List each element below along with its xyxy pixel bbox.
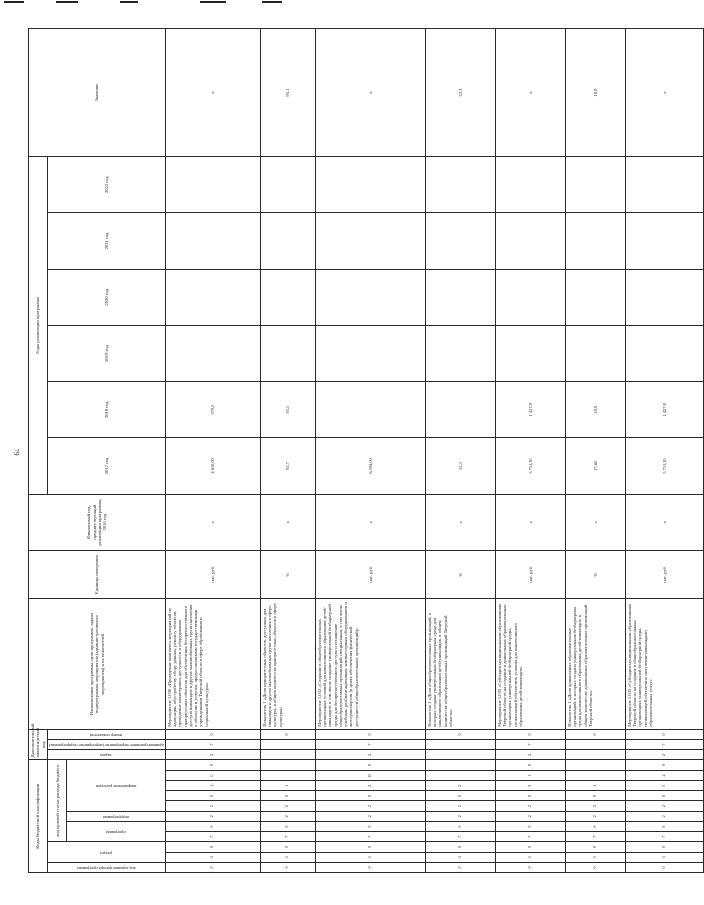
code-cell: 2 [165, 801, 260, 811]
code-cell: 5 [315, 852, 425, 862]
code-cell: 2 [425, 781, 495, 791]
header-budget-class: Коды бюджетной классификации [29, 760, 48, 873]
row-year-value [260, 325, 315, 381]
code-cell: 7 [165, 740, 260, 750]
row-base-year: х [260, 494, 315, 550]
row-year-value [565, 213, 625, 269]
table-row [425, 29, 495, 873]
row-year-value [425, 269, 495, 325]
row-year-value [625, 325, 703, 381]
header-activity-code: административное мероприятие (мероприятие подпрограммы) [48, 743, 164, 749]
row-name: Мероприятие 1.030 «Проведение комплекса мероприятий по адаптации, обустройству, сбору данных, ремонту объектов, проведение мониторинга доступности и оборудования приоритетных объектов для обеспечения беспрепятственного доступа инвалидов и других маломобильных групп населения к объектам и услугам, предоставляемым государственными учреждениями Тверской области в сфере образования и социальной культуры» [165, 599, 260, 729]
row-year-value: 22,3 [425, 438, 495, 494]
header-year-2020: 2020 год [47, 269, 165, 325]
code-cell: 2 [565, 801, 625, 811]
header-year-2018: 2018 год [47, 382, 165, 438]
code-cell: 0 [495, 862, 565, 872]
code-cell: 0 [260, 791, 315, 801]
row-year-value [165, 325, 260, 381]
row-year-value [565, 325, 625, 381]
code-cell: 2 [565, 811, 625, 821]
row-base-year: х [565, 494, 625, 550]
header-additional-code: Дополнительный аналитический код [29, 729, 48, 760]
row-unit: % [260, 550, 315, 599]
code-cell: 5 [165, 852, 260, 862]
code-cell: 0 [565, 842, 625, 852]
code-cell: 0 [425, 821, 495, 831]
code-cell: 2 [625, 801, 703, 811]
header-year-2022: 2022 год [47, 157, 165, 213]
code-cell: 2 [625, 750, 703, 760]
row-year-value: 1 427,8 [495, 382, 565, 438]
code-cell: 7 [625, 832, 703, 842]
code-cell [260, 770, 315, 780]
header-unit: Единица измерения [29, 550, 166, 599]
code-cell: 7 [165, 832, 260, 842]
code-cell [425, 740, 495, 750]
row-year-value [315, 157, 425, 213]
code-cell: 5 [260, 852, 315, 862]
code-cell: 0 [260, 862, 315, 872]
row-target: 18,9 [565, 29, 625, 157]
code-cell [260, 740, 315, 750]
row-year-value [315, 213, 425, 269]
row-unit: тыс. руб. [625, 550, 703, 599]
code-cell: 0 [425, 842, 495, 852]
row-year-value [425, 325, 495, 381]
row-year-value [165, 213, 260, 269]
row-year-value: 1 427,8 [625, 382, 703, 438]
code-cell: 2 [260, 801, 315, 811]
code-cell: 7 [260, 832, 315, 842]
code-cell: 2 [495, 750, 565, 760]
row-base-year: х [165, 494, 260, 550]
table-row [495, 29, 565, 873]
table-row [315, 29, 425, 873]
code-cell: 0 [565, 791, 625, 801]
code-cell: 3 [565, 781, 625, 791]
row-base-year: х [495, 494, 565, 550]
program-table [28, 28, 704, 873]
code-cell [565, 770, 625, 780]
code-cell: 3 [625, 781, 703, 791]
code-cell: 0 [425, 729, 495, 739]
code-cell: 0 [495, 760, 565, 770]
row-year-value [625, 157, 703, 213]
code-cell: 7 [495, 832, 565, 842]
row-year-value [495, 325, 565, 381]
row-year-value [425, 157, 495, 213]
row-base-year: х [425, 494, 495, 550]
code-cell: 0 [495, 729, 565, 739]
table-landscape [28, 28, 667, 873]
row-year-value [165, 157, 260, 213]
code-cell: 0 [315, 791, 425, 801]
code-cell: 0 [165, 821, 260, 831]
code-cell: 2 [315, 781, 425, 791]
header-fin-year: Финансовый год, предшествующий реализации программы, 2016 год [29, 494, 166, 550]
row-target: х [165, 29, 260, 157]
code-cell: 0 [315, 729, 425, 739]
scan-edge [0, 0, 640, 6]
code-cell: 0 [425, 862, 495, 872]
code-cell [565, 760, 625, 770]
row-target: х [495, 29, 565, 157]
code-cell [565, 740, 625, 750]
code-cell: 0 [315, 842, 425, 852]
table-body [165, 29, 703, 873]
row-year-value: 18,9 [565, 382, 625, 438]
code-cell: 7 [565, 832, 625, 842]
row-unit: тыс. руб. [165, 550, 260, 599]
row-unit: % [565, 550, 625, 599]
code-cell: 0 [260, 842, 315, 852]
code-cell: 0 [165, 760, 260, 770]
row-name: Показатель 1 «Доля дошкольных образовательных организаций, в которых создана универсальная безбарьерная среда для инклюзивного образования детей-инвалидов, в общем количестве дошкольных образовательных организаций Тверской области» [565, 599, 625, 729]
row-year-value [495, 213, 565, 269]
code-cell: 7 [495, 740, 565, 750]
row-year-value [260, 157, 315, 213]
table-row [260, 29, 315, 873]
code-cell: R [315, 770, 425, 780]
row-year-value [315, 382, 425, 438]
row-year-value: 5 711,30 [495, 438, 565, 494]
row-year-value [495, 157, 565, 213]
rotated-table-frame [28, 28, 667, 873]
code-cell: 0 [625, 821, 703, 831]
row-target: х [315, 29, 425, 157]
code-cell: 1 [260, 781, 315, 791]
code-cell: 2 [625, 811, 703, 821]
row-base-year: х [625, 494, 703, 550]
code-cell: 7 [315, 832, 425, 842]
row-unit: тыс. руб. [315, 550, 425, 599]
code-cell: 2 [425, 811, 495, 821]
row-target: 95,1 [260, 29, 315, 157]
code-cell: 0 [625, 729, 703, 739]
header-indicator-num: номер показателя [90, 732, 123, 738]
code-cell [425, 750, 495, 760]
row-year-value [495, 269, 565, 325]
code-cell [565, 750, 625, 760]
row-name: Мероприятие 1.035 «Субсидии муниципальным образованиям Тверской области на создание в общеобразовательных организациях универсальной безбарьерной среды, позволяющей обеспечить получение инвалидами образовательных услуг» [625, 599, 703, 729]
header-years-group: Годы реализации программы [29, 157, 48, 495]
header-section: раздел [100, 850, 113, 856]
code-cell: 0 [260, 821, 315, 831]
code-cell: 2 [315, 801, 425, 811]
row-target: х [625, 29, 703, 157]
code-cell: 0 [625, 760, 703, 770]
code-cell: 5 [625, 852, 703, 862]
code-cell: 7 [315, 740, 425, 750]
row-year-value [425, 213, 495, 269]
code-cell: 2 [425, 801, 495, 811]
code-cell: 0 [625, 862, 703, 872]
code-cell: 7 [425, 832, 495, 842]
header-task: задача [100, 753, 113, 759]
code-cell: 2 [495, 811, 565, 821]
row-year-value [565, 269, 625, 325]
code-cell: 2 [625, 770, 703, 780]
code-cell: 0 [165, 842, 260, 852]
code-cell: 0 [315, 862, 425, 872]
row-name: Показатель 1 «Доля приоритетных объектов, доступных для инвалидов и других маломобильных групп населения в сфере культуры, в общем количестве приоритетных объектов в сфере культуры» [260, 599, 315, 729]
code-cell: 0 [315, 760, 425, 770]
code-cell: 0 [315, 821, 425, 831]
code-cell: 0 [565, 821, 625, 831]
row-year-value [625, 213, 703, 269]
table-row [165, 29, 260, 873]
row-year-value [425, 382, 495, 438]
code-cell: 5 [495, 852, 565, 862]
code-cell: 0 [260, 729, 315, 739]
code-cell: 5 [565, 852, 625, 862]
header-year-2021: 2021 год [47, 213, 165, 269]
row-year-value [165, 269, 260, 325]
code-cell: 0 [625, 842, 703, 852]
code-cell: 0 [495, 821, 565, 831]
row-year-value: 92,7 [260, 438, 315, 494]
header-direction: направление расходов [95, 784, 137, 790]
code-cell: 0 [165, 862, 260, 872]
row-year-value: 4 610,00 [165, 438, 260, 494]
code-cell: 0 [165, 791, 260, 801]
row-year-value: 5 711,30 [625, 438, 703, 494]
code-cell: 0 [425, 791, 495, 801]
code-cell: 3 [495, 781, 565, 791]
code-cell: 0 [165, 729, 260, 739]
row-year-value [260, 213, 315, 269]
row-target: 22,3 [425, 29, 495, 157]
header-admin-code: код администратора программы [77, 865, 136, 871]
header-year-2019: 2019 год [47, 325, 165, 381]
code-cell: 2 [315, 750, 425, 760]
code-cell: 7 [625, 740, 703, 750]
code-cell: 2 [165, 750, 260, 760]
header-target-article: код целевой статьи расхода бюджета [47, 760, 67, 842]
header-subprogram: подпрограмма [102, 814, 130, 820]
page-number: 79 [12, 448, 20, 456]
code-cell: 0 [625, 791, 703, 801]
row-year-value: 95,1 [260, 382, 315, 438]
header-name: Наименование программы, цели программы, задачи подпрограммы, мероприятия (административного мероприятия) и их показателей [29, 599, 166, 729]
code-cell [260, 750, 315, 760]
code-cell: 5 [425, 852, 495, 862]
code-cell [425, 770, 495, 780]
row-year-value [315, 325, 425, 381]
code-cell [260, 760, 315, 770]
row-year-value [565, 157, 625, 213]
table-row [625, 29, 703, 873]
row-year-value: 17,60 [565, 438, 625, 494]
code-cell: L [165, 770, 260, 780]
code-cell: 2 [315, 811, 425, 821]
table-row [565, 29, 625, 873]
code-cell: 0 [495, 791, 565, 801]
row-year-value: 379,5 [165, 382, 260, 438]
row-name: Показатель 1 «Доля общеобразовательных организаций, в которых создана универсальная безбарьерная среда для инклюзивного образования детей-инвалидов, в общем количестве общеобразовательных организаций Тверской области» [425, 599, 495, 729]
row-unit: тыс. руб. [495, 550, 565, 599]
row-name: Мероприятие 1.033 «Субсидии муниципальным образованиям Тверской области на создание в дошкольных образовательных организациях универсальной безбарьерной среды, позволяющей обеспечить условия для инклюзивного образования детей-инвалидов» [495, 599, 565, 729]
row-unit: % [425, 550, 495, 599]
code-cell: 0 [565, 862, 625, 872]
code-cell: 2 [165, 811, 260, 821]
code-cell: 1 [165, 781, 260, 791]
row-base-year: х [315, 494, 425, 550]
code-cell: 0 [565, 729, 625, 739]
row-year-value [260, 269, 315, 325]
code-cell [425, 760, 495, 770]
code-cell: 2 [260, 811, 315, 821]
row-year-value [315, 269, 425, 325]
code-cell: 1 [495, 770, 565, 780]
code-cell: 2 [495, 801, 565, 811]
row-year-value [625, 269, 703, 325]
row-name: Мероприятие 1.032 «Создание в общеобразовательных организациях условий для инклюзивного образования детей-инвалидов, в том числе создание универсальной безбарьерной среды для беспрепятственного доступа и оснащение общеобразовательных организаций специальным, в том числе учебным, реабилитационным, компьютерным оборудованием и автотранспортом (в целях обеспечения физической доступности общеобразовательных организаций)» [315, 599, 425, 729]
row-year-value: 6 594,00 [315, 438, 425, 494]
header-year-2017: 2017 год [47, 438, 165, 494]
header-program: программа [106, 830, 126, 836]
header-target: Значение [29, 29, 166, 157]
code-cell: 0 [495, 842, 565, 852]
